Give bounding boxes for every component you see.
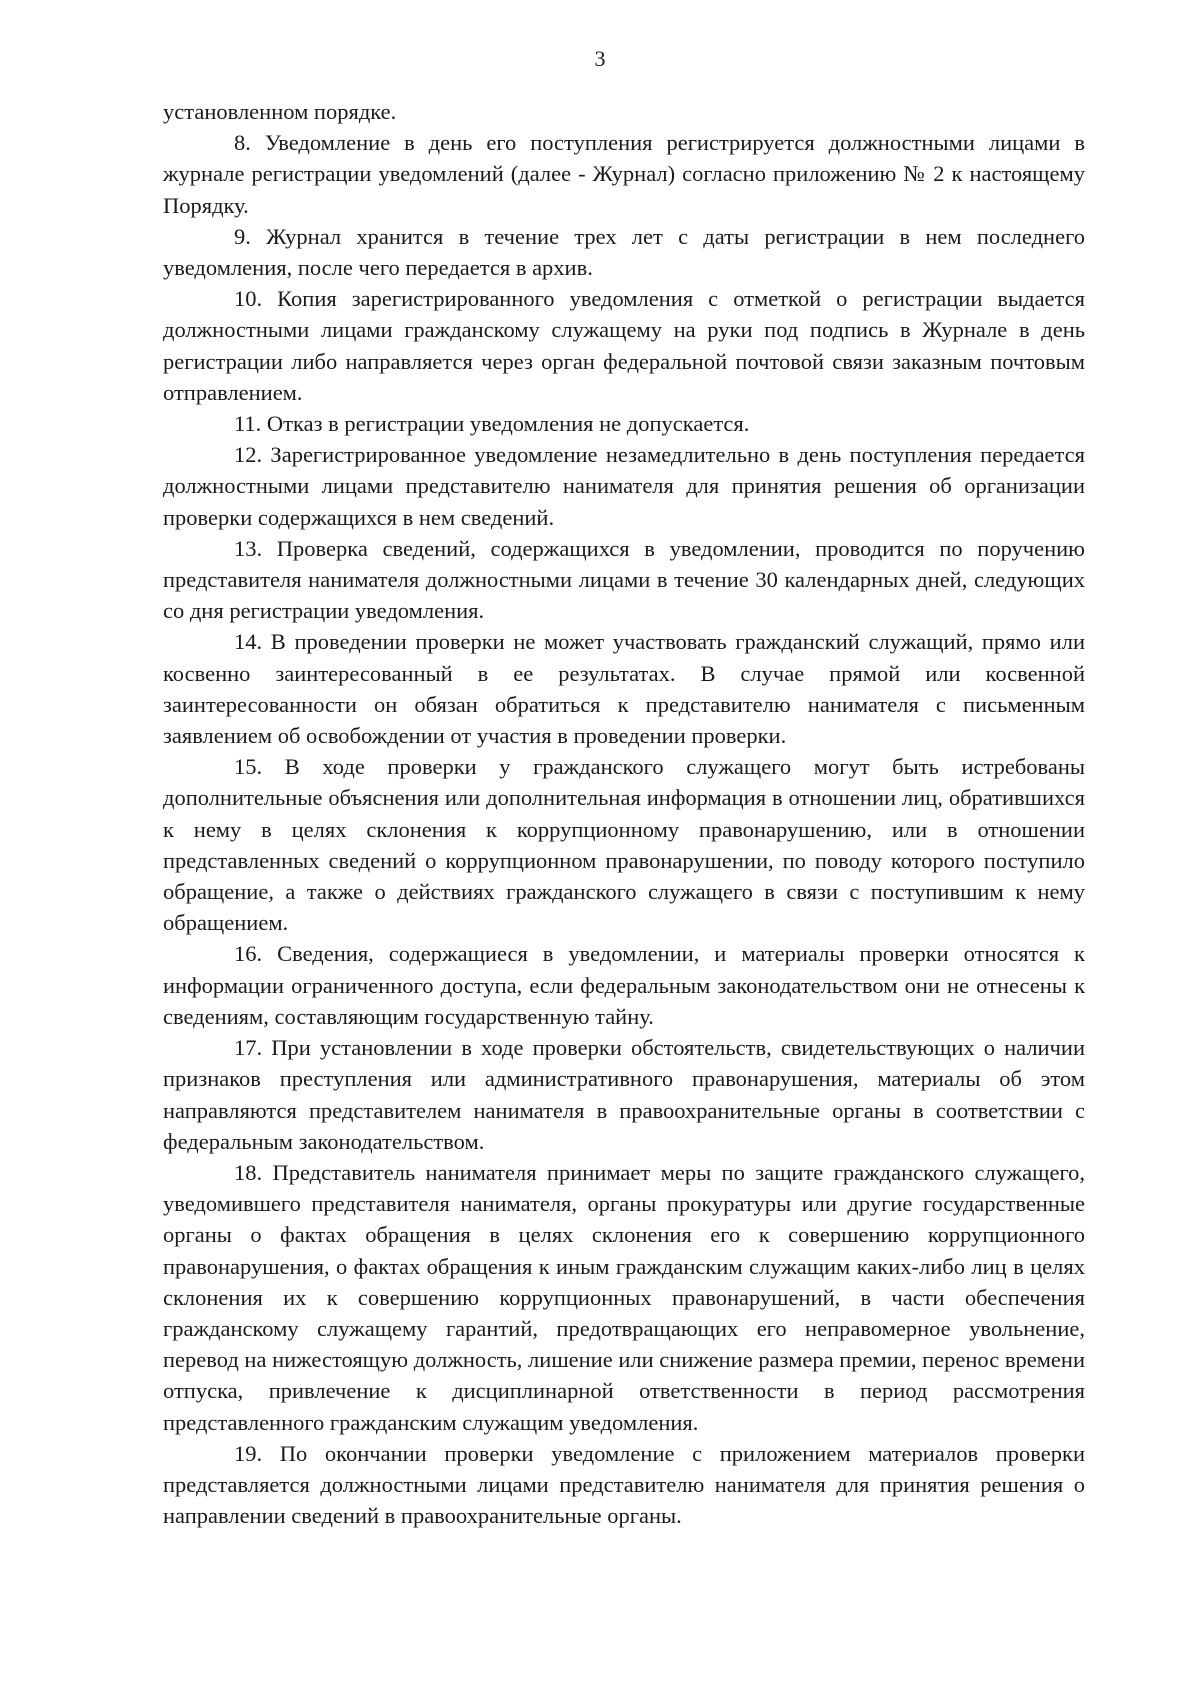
page-number: 3 — [594, 46, 606, 71]
paragraph-14: 14. В проведении проверки не может участвовать гражданский служащий, прямо или косвенно заинтересованный в ее результатах. В случае прямой или косвенной заинтересованности он обязан обратиться к представителю нанимателя с письменным заявлением об освобождении от участия в проведении проверки. — [163, 629, 1085, 749]
document-body — [163, 96, 1085, 1531]
paragraph-12: 12. Зарегистрированное уведомление незамедлительно в день поступления передается должностными лицами представителю нанимателя для принятия решения об организации проверки содержащихся в нем сведений. — [163, 442, 1085, 530]
paragraph-11: 11. Отказ в регистрации уведомления не допускается. — [234, 411, 750, 437]
paragraph-13: 13. Проверка сведений, содержащихся в уведомлении, проводится по поручению представителя нанимателя должностными лицами в течение 30 календарных дней, следующих со дня регистрации уведомления. — [163, 535, 1085, 624]
paragraph-17: 17. При установлении в ходе проверки обстоятельств, свидетельствующих о наличии признаков преступления или административного правонарушения, материалы об этом направляются представителем нанимателя в правоохранительные органы в соответствии с федеральным законодательством. — [163, 1035, 1085, 1154]
paragraph-18: 18. Представитель нанимателя принимает меры по защите гражданского служащего, уведомившего представителя нанимателя, органы прокуратуры или другие государственные органы о фактах обращения в целях склонения его к совершению коррупционного правонарушения, о фактах обращения к иным гражданским служащим каких-либо лиц в целях склонения их к совершению коррупционных правонарушений, в части обеспечения гражданскому служащему гарантий, предотвращающих его неправомерное увольнение, перевод на нижестоящую должность, лишение или снижение размера премии, перенос времени отпуска, привлечение к дисциплинарной ответственности в период рассмотрения представленного гражданским служащим уведомления. — [163, 1159, 1085, 1435]
paragraph-continuation: установленном порядке. — [163, 99, 397, 124]
paragraph-15: 15. В ходе проверки у гражданского служащего могут быть истребованы дополнительные объяснения или дополнительная информация в отношении лиц, обратившихся к нему в целях склонения к коррупционному правонарушению, или в отношении представленных сведений о коррупционном правонарушении, по поводу которого поступило обращение, а также о действиях гражданского служащего в связи с поступившим к нему обращением. — [163, 754, 1085, 936]
paragraph-19: 19. По окончании проверки уведомление с приложением материалов проверки представляется должностными лицами представителю нанимателя для принятия решения о направлении сведений в правоохранительные органы. — [163, 1440, 1085, 1529]
paragraph-16: 16. Сведения, содержащиеся в уведомлении, и материалы проверки относятся к информации ограниченного доступа, если федеральным законодательством они не отнесены к сведениям, составляющим государственную тайну. — [163, 941, 1085, 1029]
paragraph-8: 8. Уведомление в день его поступления регистрируется должностными лицами в журнале регистрации уведомлений (далее - Журнал) согласно приложению № 2 к настоящему Порядку. — [163, 130, 1085, 218]
paragraph-10: 10. Копия зарегистрированного уведомления с отметкой о регистрации выдается должностными лицами гражданскому служащему на руки под подпись в Журнале в день регистрации либо направляется через орган федеральной почтовой связи заказным почтовым отправлением. — [163, 286, 1085, 405]
paragraph-9: 9. Журнал хранится в течение трех лет с даты регистрации в нем последнего уведомления, после чего передается в архив. — [163, 223, 1085, 281]
